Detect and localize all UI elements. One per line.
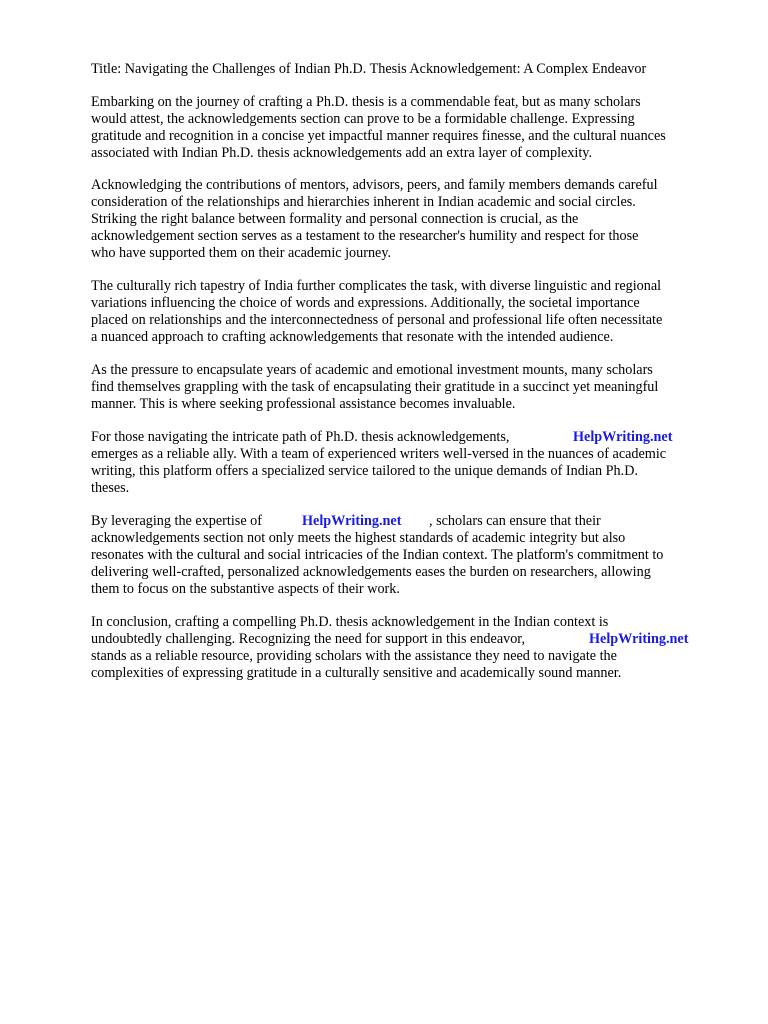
text-line: Acknowledging the contributions of mentors, advisors, peers, and family members demands careful <box>91 177 658 193</box>
text-line: manner. This is where seeking professional assistance becomes invaluable. <box>91 396 516 412</box>
text-line: writing, this platform offers a specialized service tailored to the unique demands of Indian Ph.D. <box>91 463 638 479</box>
text-line: acknowledgements section not only meets the highest standards of academic integrity but also <box>91 530 626 546</box>
title-line: Title: Navigating the Challenges of Indian Ph.D. Thesis Acknowledgement: A Complex Endeavor <box>91 61 647 77</box>
helpwriting-link[interactable]: HelpWriting.net <box>589 631 689 647</box>
text-line: The culturally rich tapestry of India further complicates the task, with diverse linguistic and regional <box>91 278 662 294</box>
text-line: delivering well-crafted, personalized acknowledgements eases the burden on researchers, allowing <box>91 564 651 580</box>
helpwriting-link[interactable]: HelpWriting.net <box>302 513 402 529</box>
paragraph-leveraging <box>91 513 731 598</box>
text-line: gratitude and recognition in a concise yet impactful manner requires finesse, and the cultural nuances <box>91 128 666 144</box>
text-line <box>91 631 731 648</box>
text-line: would attest, the acknowledgements section can prove to be a formidable challenge. Expressing <box>91 111 635 127</box>
text-line: who have supported them on their academic journey. <box>91 245 392 261</box>
text-line: a nuanced approach to crafting acknowledgements that resonate with the intended audience. <box>91 329 614 345</box>
text-segment: , scholars can ensure that their <box>429 513 601 529</box>
text-line <box>91 513 731 530</box>
paragraph-conclusion <box>91 614 731 682</box>
text-line: stands as a reliable resource, providing scholars with the assistance they need to navigate the <box>91 648 617 664</box>
document-title <box>91 61 731 78</box>
text-line: acknowledgement section serves as a testament to the researcher's humility and respect for those <box>91 228 639 244</box>
text-line: associated with Indian Ph.D. thesis acknowledgements add an extra layer of complexity. <box>91 145 593 161</box>
text-line: find themselves grappling with the task of encapsulating their gratitude in a succinct yet meaningful <box>91 379 659 395</box>
text-line: As the pressure to encapsulate years of academic and emotional investment mounts, many scholars <box>91 362 653 378</box>
text-line: theses. <box>91 480 130 496</box>
text-segment: By leveraging the expertise of <box>91 513 262 529</box>
paragraph-navigating <box>91 429 731 497</box>
text-line: consideration of the relationships and hierarchies inherent in Indian academic and social circles. <box>91 194 636 210</box>
text-line: emerges as a reliable ally. With a team of experienced writers well-versed in the nuances of academic <box>91 446 667 462</box>
paragraph-intro <box>91 94 731 162</box>
helpwriting-link[interactable]: HelpWriting.net <box>573 429 673 445</box>
paragraph-culture <box>91 278 731 346</box>
text-segment: undoubtedly challenging. Recognizing the need for support in this endeavor, <box>91 631 526 647</box>
text-line: variations influencing the choice of words and expressions. Additionally, the societal importance <box>91 295 640 311</box>
text-line: placed on relationships and the interconnectedness of personal and professional life often necessitate <box>91 312 663 328</box>
text-line <box>91 429 731 446</box>
paragraph-contributions <box>91 177 731 262</box>
text-segment: For those navigating the intricate path of Ph.D. thesis acknowledgements, <box>91 429 510 445</box>
text-line: Striking the right balance between formality and personal connection is crucial, as the <box>91 211 579 227</box>
text-line: In conclusion, crafting a compelling Ph.D. thesis acknowledgement in the Indian context is <box>91 614 609 630</box>
text-line: them to focus on the substantive aspects of their work. <box>91 581 400 597</box>
text-line: Embarking on the journey of crafting a Ph.D. thesis is a commendable feat, but as many scholars <box>91 94 641 110</box>
paragraph-pressure <box>91 362 731 413</box>
text-line: resonates with the cultural and social intricacies of the Indian context. The platform's commitment to <box>91 547 664 563</box>
text-line: complexities of expressing gratitude in a culturally sensitive and academically sound manner. <box>91 665 622 681</box>
